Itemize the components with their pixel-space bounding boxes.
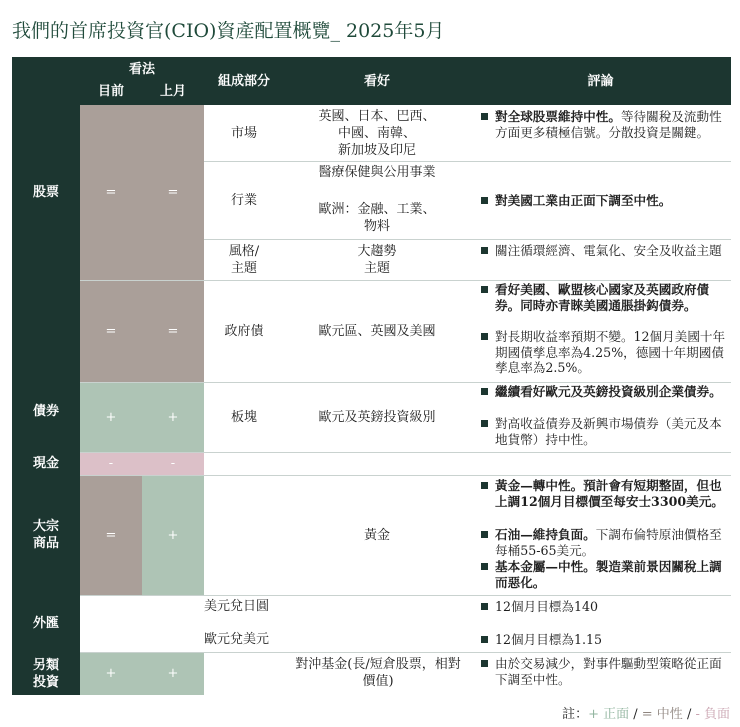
component-gov: 政府債 [224, 323, 264, 339]
component-fx-usdjpy: 美元兌日圓 [204, 598, 270, 614]
preferred-market: 英國、日本、巴西、 中國、南韓、 新加坡及印尼 [318, 108, 436, 158]
component-credit: 板塊 [230, 409, 257, 425]
header-comment: 評論 [587, 73, 614, 89]
category-commodities: 大宗 商品 [32, 519, 59, 551]
rating-credit-current: + [80, 382, 142, 452]
comment-gov-2: 對長期收益率預期不變。12個月美國十年期國債孳息率為4.25%，德國十年期國債孳息率為2.5%。 [480, 329, 728, 376]
preferred-gov: 歐元區、英國及美國 [318, 323, 436, 339]
comment-credit-1: 繼續看好歐元及英鎊投資級別企業債券。 [480, 384, 728, 400]
comment-commodities-2: 石油—維持負面。下調布倫特原油價格至每桶55-65美元。 [480, 527, 728, 558]
rating-cash-current: - [80, 452, 142, 475]
category-fx: 外匯 [32, 616, 59, 631]
comment-sector: 對美國工業由正面下調至中性。 [480, 193, 728, 209]
component-sector: 行業 [230, 192, 257, 208]
category-bonds: 債券 [32, 403, 59, 419]
rating-alternatives-last: + [142, 652, 204, 695]
header-last-month: 上月 [159, 83, 186, 99]
preferred-sector-1: 醫療保健與公用事業 [318, 164, 436, 180]
rating-commodities-current: = [80, 475, 142, 595]
preferred-style: 大趨勢 主題 [357, 243, 397, 276]
comment-commodities-3: 基本金屬—中性。製造業前景因關稅上調而惡化。 [480, 559, 728, 590]
preferred-alternatives: 對沖基金(長/短倉股票，相對價值) [295, 657, 461, 689]
rating-gov-last: = [142, 280, 204, 382]
rating-credit-last: + [142, 382, 204, 452]
legend-note: 註：+ 正面 / = 中性 / - 負面 [562, 707, 730, 722]
header-component: 組成部分 [217, 73, 270, 89]
header-preferred: 看好 [363, 73, 390, 89]
preferred-sector-2: 歐洲：金融、工業、 物料 [318, 202, 436, 234]
comment-style: 關注循環經濟、電氣化、安全及收益主題 [480, 243, 728, 259]
rating-cash-last: - [142, 452, 204, 475]
header-view: 看法 [128, 61, 155, 77]
page-title: 我們的首席投資官(CIO)資產配置概覽_ 2025年5月 [12, 20, 445, 42]
rating-alternatives-current: + [80, 652, 142, 695]
comment-fx-eurusd: 12個月目標為1.15 [480, 632, 728, 648]
rating-equities-last: = [142, 105, 204, 280]
category-cash: 現金 [32, 456, 59, 471]
preferred-credit: 歐元及英鎊投資級別 [318, 409, 436, 425]
component-style: 風格/ 主題 [228, 243, 260, 276]
rating-commodities-last: + [142, 475, 204, 595]
component-fx-eurusd: 歐元兌美元 [204, 631, 270, 647]
comment-commodities-1: 黃金—轉中性。預計會有短期整固，但也上調12個月目標價至每安士3300美元。 [480, 478, 728, 509]
comment-alternatives: 由於交易減少，對事件驅動型策略從正面下調至中性。 [480, 656, 728, 687]
component-market: 市場 [230, 125, 257, 141]
comment-gov-1: 看好美國、歐盟核心國家及英國政府債券。同時亦青睞美國通脹掛鈎債券。 [480, 282, 728, 313]
asset-allocation-table [12, 57, 731, 695]
rating-equities-current: = [80, 105, 142, 280]
comment-fx-usdjpy: 12個月目標為140 [480, 599, 728, 615]
rating-gov-current: = [80, 280, 142, 382]
comment-market: 對全球股票維持中性。等待關稅及流動性方面更多積極信號。分散投資是關鍵。 [480, 109, 728, 140]
comment-credit-2: 對高收益債券及新興市場債券（美元及本地貨幣）持中性。 [480, 416, 728, 447]
header-current: 目前 [97, 83, 124, 99]
category-alternatives: 另類 投資 [32, 657, 59, 690]
category-equities: 股票 [32, 185, 59, 200]
preferred-commodities: 黃金 [363, 527, 390, 543]
